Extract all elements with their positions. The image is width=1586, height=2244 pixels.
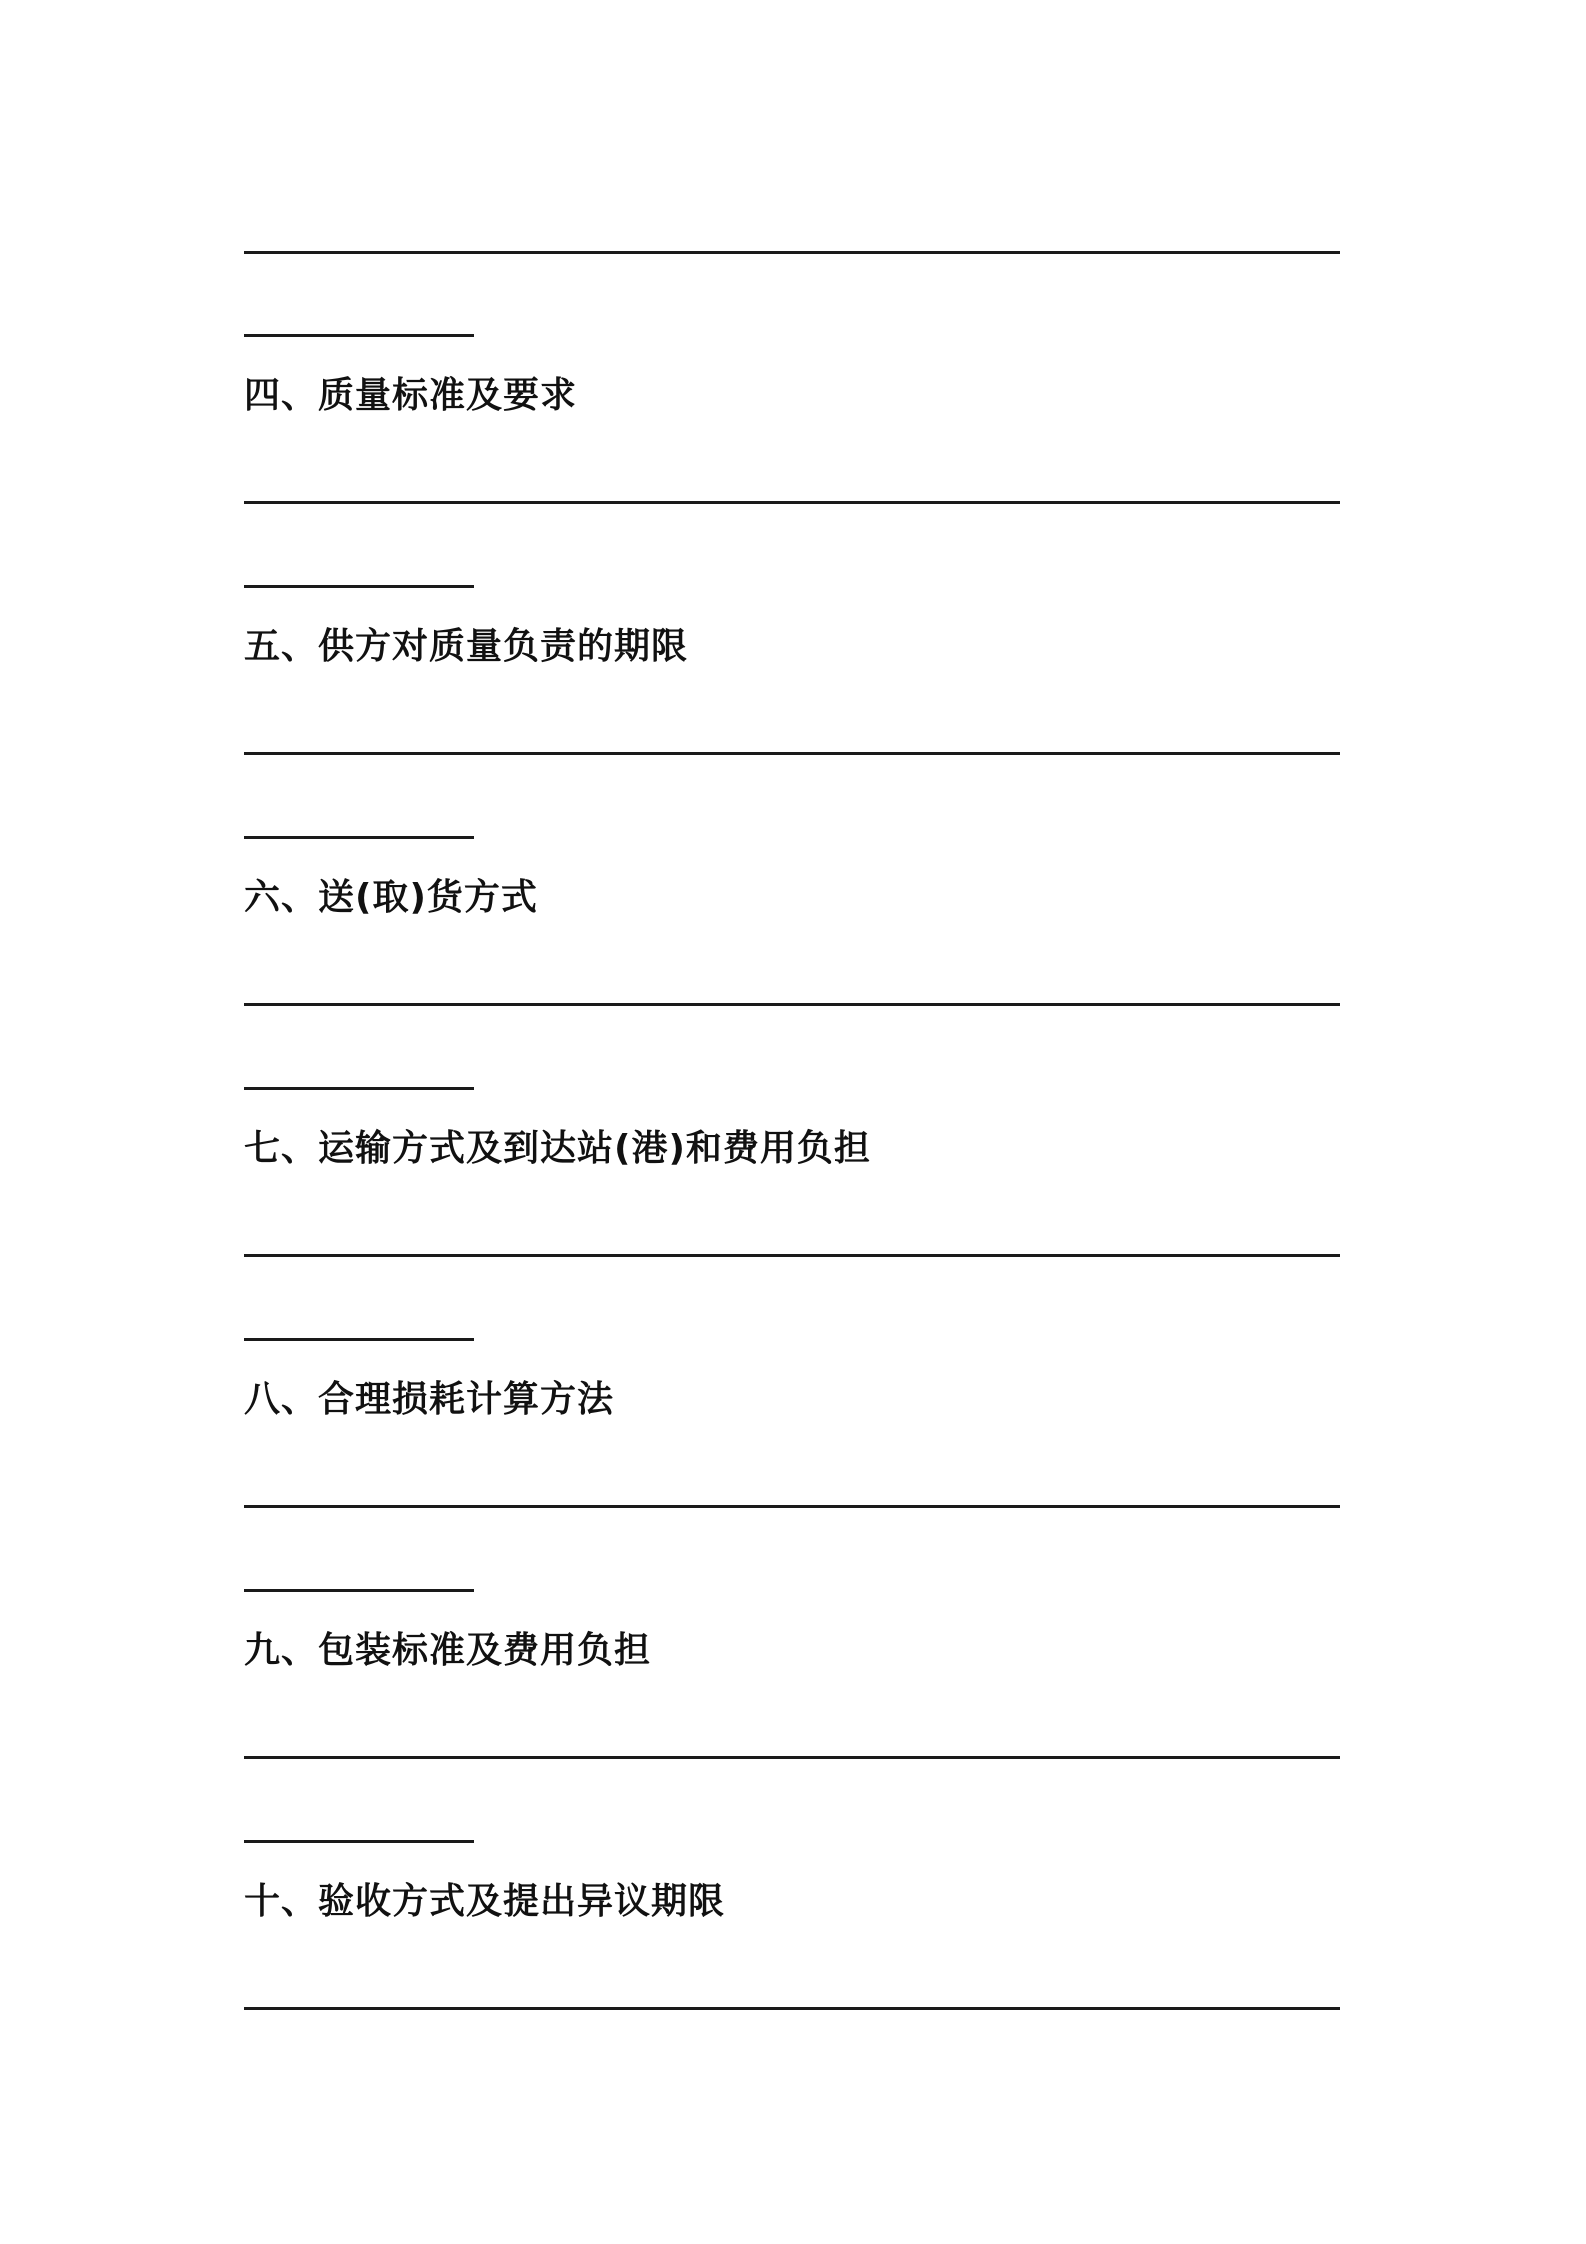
fill-in-line: [244, 1756, 1340, 1759]
fill-in-line: [244, 1505, 1340, 1508]
section-heading-6: 六、送(取)货方式: [244, 877, 538, 918]
fill-in-line: [244, 501, 1340, 504]
fill-in-line: [244, 2007, 1340, 2010]
section-heading-10: 十、验收方式及提出异议期限: [244, 1881, 726, 1922]
section-heading-9: 九、包装标准及费用负担: [244, 1630, 652, 1671]
fill-in-line: [244, 836, 474, 839]
fill-in-line: [244, 1589, 474, 1592]
fill-in-line: [244, 1840, 474, 1843]
section-heading-8: 八、合理损耗计算方法: [244, 1379, 615, 1420]
fill-in-line: [244, 1338, 474, 1341]
section-heading-4: 四、质量标准及要求: [244, 375, 578, 416]
fill-in-line: [244, 752, 1340, 755]
section-heading-5: 五、供方对质量负责的期限: [244, 626, 689, 667]
fill-in-line: [244, 251, 1340, 254]
fill-in-line: [244, 1003, 1340, 1006]
fill-in-line: [244, 585, 474, 588]
fill-in-line: [244, 1087, 474, 1090]
section-heading-7: 七、运输方式及到达站(港)和费用负担: [244, 1128, 871, 1169]
fill-in-line: [244, 334, 474, 337]
fill-in-line: [244, 1254, 1340, 1257]
